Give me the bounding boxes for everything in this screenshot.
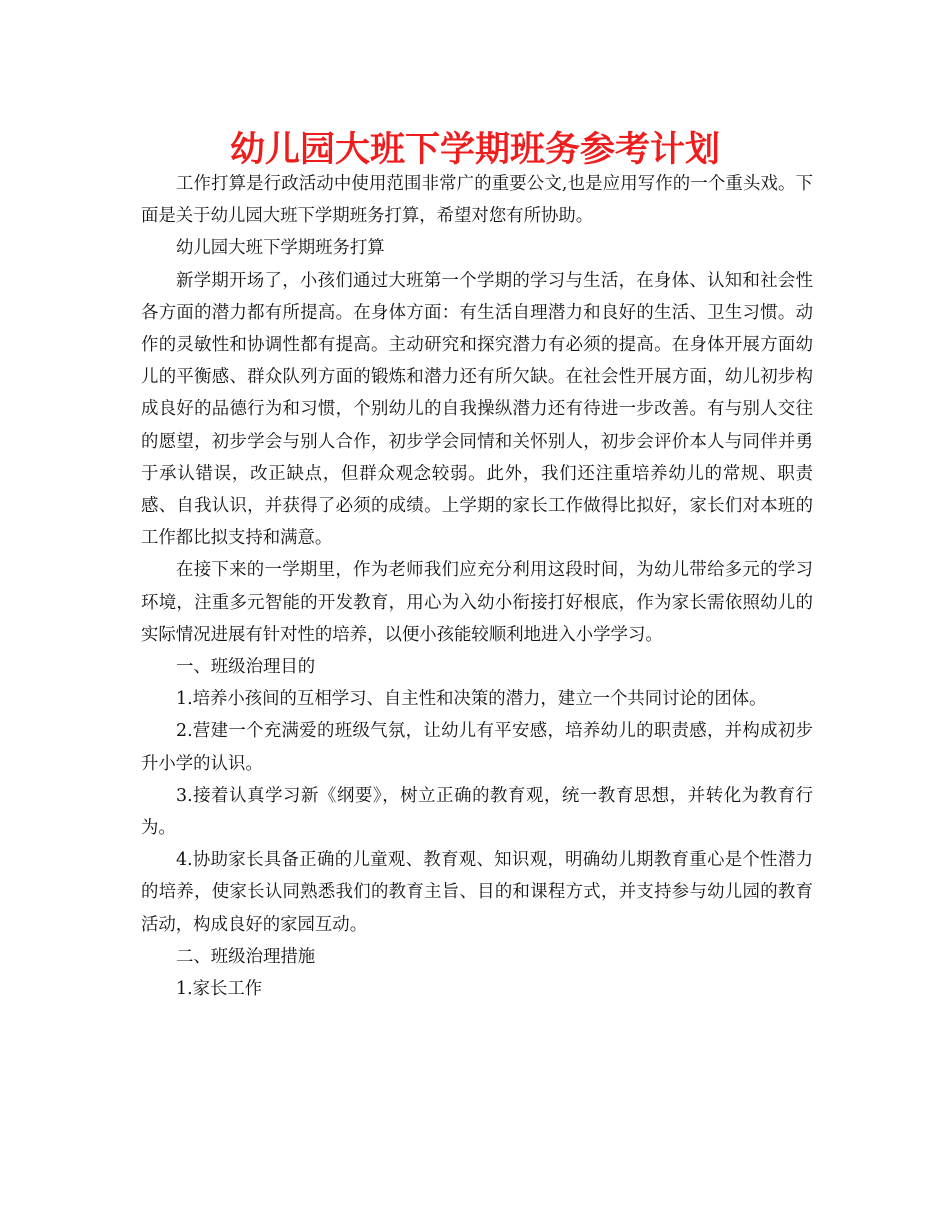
plan-paragraph: 在接下来的一学期里，作为老师我们应充分利用这段时间，为幼儿带给多元的学习环境，注重多元智能的开发教育，用心为入幼小衔接打好根底，作为家长需依照幼儿的实际情况进展有针对性的培养，以便小孩能较顺利地进入小学学习。: [141, 560, 813, 645]
intro-paragraph: 工作打算是行政活动中使用范围非常广的重要公文,也是应用写作的一个重头戏。下面是关于幼儿园大班下学期班务打算，希望对您有所协助。: [141, 174, 813, 227]
goal-item-1: 1.培养小孩间的互相学习、自主性和决策的潜力，建立一个共同讨论的团体。: [176, 689, 767, 710]
situation-paragraph: 新学期开场了，小孩们通过大班第一个学期的学习与生活，在身体、认知和社会性各方面的潜力都有所提高。在身体方面：有生活自理潜力和良好的生活、卫生习惯。动作的灵敏性和协调性都有提高。主动研究和探究潜力有必须的提高。在身体开展方面幼儿的平衡感、群众队列方面的锻炼和潜力还有所欠缺。在社会性开展方面，幼儿初步构成良好的品德行为和习惯，个别幼儿的自我操纵潜力还有待进一步改善。有与别人交往的愿望，初步学会与别人合作，初步学会同情和关怀别人，初步会评价本人与同伴并勇于承认错误，改正缺点，但群众观念较弱。此外，我们还注重培养幼儿的常规、职责感、自我认识，并获得了必须的成绩。上学期的家长工作做得比拟好，家长们对本班的工作都比拟支持和满意。: [141, 270, 813, 549]
section-subtitle: 幼儿园大班下学期班务打算: [176, 238, 385, 259]
goal-item-4: 4.协助家长具备正确的儿童观、教育观、知识观，明确幼儿期教育重心是个性潜力的培养，使家长认同熟悉我们的教育主旨、目的和课程方式，并支持参与幼儿园的教育活动，构成良好的家园互动。: [141, 850, 813, 935]
goal-item-2: 2.营建一个充满爱的班级气氛，让幼儿有平安感，培养幼儿的职责感，并构成初步升小学的认识。: [141, 721, 813, 774]
goal-item-3: 3.接着认真学习新《纲要》，树立正确的教育观，统一教育思想，并转化为教育行为。: [141, 785, 813, 839]
heading-measures: 二、班级治理措施: [176, 946, 316, 967]
document-body: [141, 168, 813, 1005]
heading-goals: 一、班级治理目的: [176, 657, 316, 678]
document-title: 幼儿园大班下学期班务参考计划: [229, 130, 720, 170]
measure-item-1: 1.家长工作: [176, 979, 263, 1000]
